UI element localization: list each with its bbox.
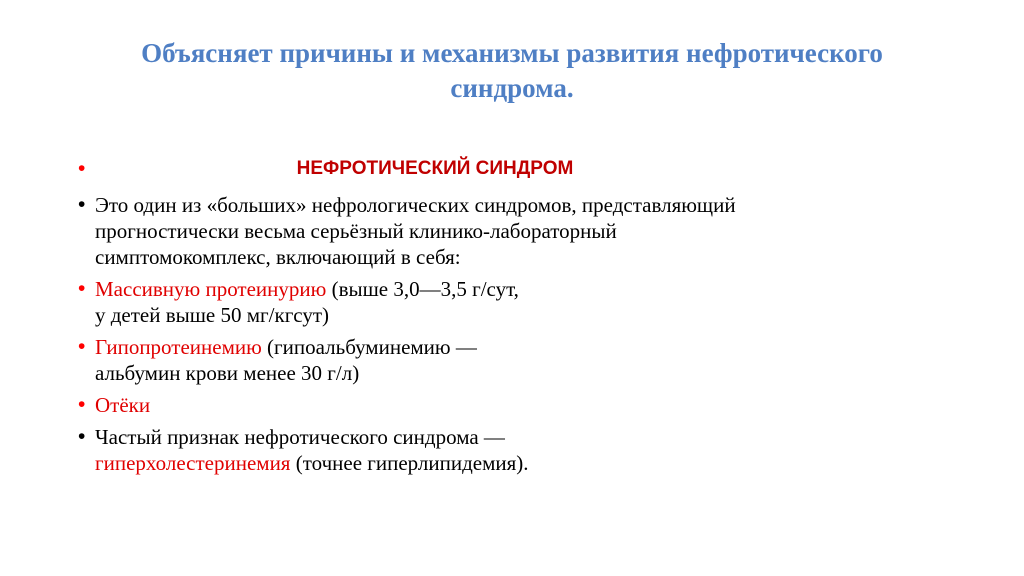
slide-title: Объясняет причины и механизмы развития нефротического синдрома. xyxy=(141,38,883,103)
list-item-heading xyxy=(78,156,958,186)
text-line xyxy=(95,450,958,476)
bullet-icon: • xyxy=(78,393,86,416)
text-line: Это один из «больших» нефрологических синдромов, представляющий xyxy=(95,193,736,217)
term-detail: (точнее гиперлипидемия). xyxy=(290,451,529,475)
text-line: альбумин крови менее 30 г/л) xyxy=(95,361,360,385)
text-line xyxy=(95,276,958,302)
list-item-edema xyxy=(78,392,958,418)
highlight-term: Массивную протеинурию xyxy=(95,277,327,301)
text-line xyxy=(95,334,958,360)
list-item-definition xyxy=(78,192,958,270)
bullet-icon: • xyxy=(78,425,86,448)
text-line xyxy=(95,392,958,418)
highlight-term: Отёки xyxy=(95,393,151,417)
term-detail: (выше 3,0—3,5 г/сут, xyxy=(326,277,519,301)
bullet-icon: • xyxy=(78,193,86,216)
highlight-term: гиперхолестеринемия xyxy=(95,451,291,475)
bullet-icon: • xyxy=(78,157,86,180)
text-line: прогностически весьма серьёзный клинико-лабораторный xyxy=(95,219,617,243)
bullet-list xyxy=(78,156,958,482)
text-line: у детей выше 50 мг/кгсут) xyxy=(95,303,330,327)
list-item-proteinuria xyxy=(78,276,958,328)
bullet-icon: • xyxy=(78,277,86,300)
bullet-icon: • xyxy=(78,335,86,358)
list-item-hypercholesterolemia xyxy=(78,424,958,476)
list-item-hypoproteinemia xyxy=(78,334,958,386)
text-line: симптомокомплекс, включающий в себя: xyxy=(95,245,461,269)
highlight-term: Гипопротеинемию xyxy=(95,335,262,359)
term-detail: (гипоальбуминемию — xyxy=(261,335,477,359)
section-heading: НЕФРОТИЧЕСКИЙ СИНДРОМ xyxy=(296,158,574,179)
text-line: Частый признак нефротического синдрома — xyxy=(95,425,505,449)
